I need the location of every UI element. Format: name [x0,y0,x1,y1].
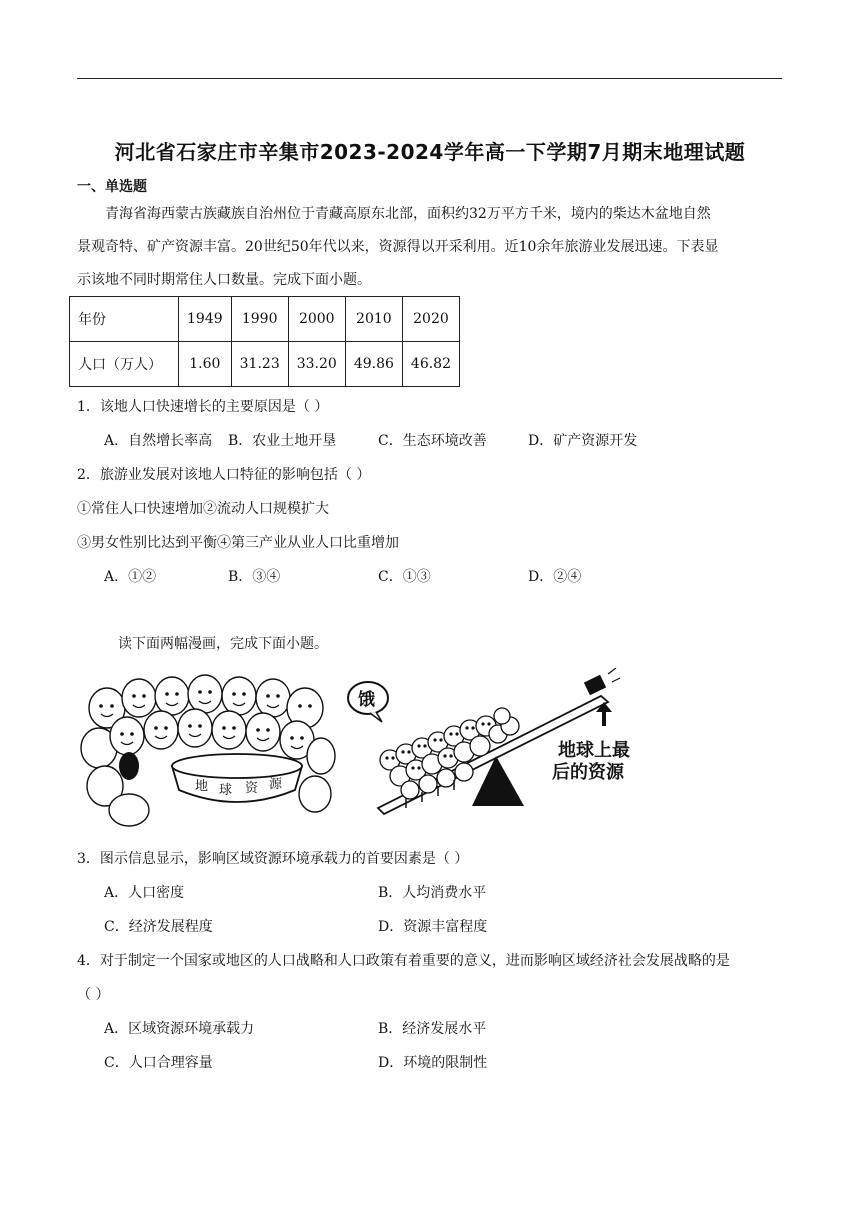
table-cell: 1.60 [179,342,232,387]
table-cell: 46.82 [402,342,459,387]
question-3-stem: 3．图示信息显示，影响区域资源环境承载力的首要因素是（ ） [77,851,469,867]
bowl-label: 地 [195,779,209,794]
table-cell: 33.20 [288,342,345,387]
bowl-label: 资 [245,781,259,796]
population-table [69,296,460,387]
q1-option-c[interactable]: C．生态环境改善 [378,433,487,449]
table-row [70,342,460,387]
q3-option-a[interactable]: A．人口密度 [104,885,185,901]
table-cell: 31.23 [231,342,288,387]
header-rule [77,78,782,79]
table-cell: 2010 [345,297,402,342]
table-cell: 1990 [231,297,288,342]
q3-option-d[interactable]: D．资源丰富程度 [378,919,488,935]
resource-box [584,675,606,695]
crowd-bowl-cartoon [77,668,339,828]
q4-option-a[interactable]: A．区域资源环境承载力 [104,1021,255,1037]
caption-line: 地球上最 [558,740,630,761]
question-2-stem: 2．旅游业发展对该地人口特征的影响包括（ ） [77,467,371,483]
question-1-stem: 1．该地人口快速增长的主要原因是（ ） [77,399,329,415]
table-cell: 1949 [179,297,232,342]
bowl-label: 源 [269,777,283,792]
intro-line: 示该地不同时期常住人口数量。完成下面小题。 [77,272,371,288]
table-cell: 2000 [288,297,345,342]
page-title: 河北省石家庄市辛集市2023-2024学年高一下学期7月期末地理试题 [114,140,746,164]
bowl-label: 球 [219,783,233,798]
table-cell: 人口（万人） [70,342,179,387]
q2-option-a[interactable]: A．①② [104,569,157,585]
q2-option-d[interactable]: D．②④ [528,569,582,585]
q3-option-c[interactable]: C．经济发展程度 [104,919,213,935]
q2-statement: ①常住人口快速增加②流动人口规模扩大 [77,501,329,517]
hungry-text: 饿 [358,690,375,710]
table-cell: 2020 [402,297,459,342]
q4-option-b[interactable]: B．经济发展水平 [378,1021,487,1037]
q1-option-b[interactable]: B．农业土地开垦 [228,433,337,449]
q2-option-b[interactable]: B．③④ [228,569,281,585]
q2-statement: ③男女性别比达到平衡④第三产业从业人口比重增加 [77,535,399,551]
seesaw-cartoon [346,668,646,816]
q3-option-b[interactable]: B．人均消费水平 [378,885,487,901]
question-4-stem: 4．对于制定一个国家或地区的人口战略和人口政策有着重要的意义，进而影响区域经济社会发展战略的是 [77,953,730,969]
intro-line: 青海省海西蒙古族藏族自治州位于青藏高原东北部，面积约32万平方千米，境内的柴达木盆地自然 [105,206,711,222]
intro-paragraph [77,198,782,297]
caption-line: 后的资源 [552,762,624,783]
q1-option-a[interactable]: A．自然增长率高 [104,433,213,449]
intro-line: 景观奇特、矿产资源丰富。20世纪50年代以来，资源得以开采利用。近10余年旅游业发展迅速。下表显 [77,239,719,255]
table-cell: 49.86 [345,342,402,387]
question-4-stem-cont: （ ） [77,987,110,1003]
q1-option-d[interactable]: D．矿产资源开发 [528,433,638,449]
q2-option-c[interactable]: C．①③ [378,569,431,585]
table-cell: 年份 [70,297,179,342]
section-heading: 一、单选题 [77,179,147,195]
q4-option-c[interactable]: C．人口合理容量 [104,1055,213,1071]
table-row [70,297,460,342]
cartoon-instruction: 读下面两幅漫画，完成下面小题。 [118,636,328,652]
q4-option-d[interactable]: D．环境的限制性 [378,1055,488,1071]
